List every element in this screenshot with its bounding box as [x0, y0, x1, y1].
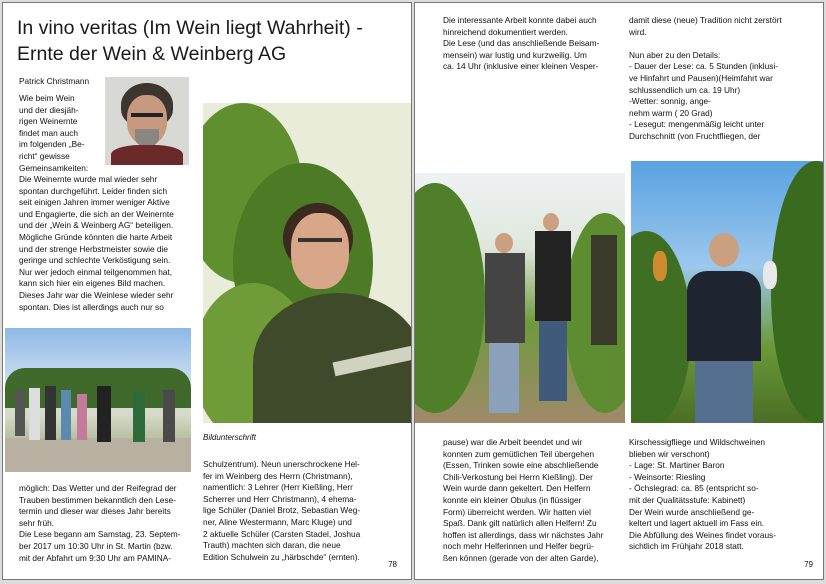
vineyard-photo-helper — [203, 103, 412, 423]
page-number-left: 78 — [388, 560, 397, 569]
photo-caption: Bildunterschrift — [203, 433, 256, 442]
article-title: In vino veritas (Im Wein liegt Wahrheit) - Ernte der Wein & Weinberg AG — [17, 17, 363, 65]
body-text-5: pause) war die Arbeit beendet und wir konnten zum gemütlichen Teil übergehen (Essen, Trinken sowie eine abschließende Chili-Verkostung bei Herrn Kießling). Der Wein wurde dann gekeltert. Den Helfern konnte ein kleiner Obulus (in flüssiger Form) überreicht werden. Wir hatten viel Spaß. Dank gilt natürlich allen Helfern! Zu hoffen ist allerdings, dass wir nächstes Jahr noch mehr Helferinnen und Helfer begrü- ßen können (gerade von der alten Garde), — [443, 437, 604, 563]
grape-holding-photo — [631, 161, 824, 423]
page-number-right: 79 — [804, 560, 813, 569]
intro-text: Wie beim Wein und der diesjäh- rigen Weinernte findet man auch im folgenden „Be- richt“ gewisse Gemeinsamkeiten: — [19, 93, 89, 173]
details-text: damit diese (neue) Tradition nicht zerstört wird. Nun aber zu den Details: - Dauer der Lese: ca. 5 Stunden (inklusi- ve Hinfahrt und Pausen)(Heimfahrt war schlussendlich um ca. 19 Uhr) -Wetter: sonnig, ange- nehm warm ( 20 Grad) - Lesegut: mengenmäßig leicht unter Durchschnitt (von Fruchtfliegen, der — [629, 15, 782, 141]
body-text-3: Schulzentrum). Neun unerschrockene Hel- fer im Weinberg des Herrn (Christmann), namentlich: 3 Lehrer (Herr Kießling, Herr Scherrer und Herr Christmann), 4 ehema- lige Schüler (Daniel Brotz, Sebastian Weg- ner, Aline Westermann, Marc Kluge) und 2 aktuelle Schüler (Carsten Stadel, Joshua Trauth) machten sich daran, die neue Edition Schulwein zu „härbschde“ (ernten). — [203, 459, 361, 562]
details-text-2: Kirschessigfliege und Wildschweinen blieben wir verschont) - Lage: St. Martiner Baron - Weinsorte: Riesling - Öchslegrad: ca. 85 (entspricht so- mit der Qualitätsstufe: Kabinett) Der Wein wurde anschließend ge- keltert und lagert aktuell im Fass ein. Die Abfüllung des Weines findet voraus- sichtlich im Frühjahr 2018 statt. — [629, 437, 776, 552]
body-text-1: Die Weinernte wurde mal wieder sehr spontan durchgeführt. Leider finden sich seit einigen Jahren immer weniger Aktive und Engagierte, die sich an der Weinernte und der „Wein & Weinberg AG“ beteiligen. Mögliche Gründe könnten die harte Arbeit und der strenge Herbstmeister sowie die geringe und schlechte Verköstigung sein. Nur wer jedoch einmal teilgenommen hat, kann sich hier ein eigenes Bild machen. Dieses Jahr war die Weinlese wieder sehr spontan. Dies ist allerdings auch nur so — [19, 174, 174, 312]
left-page — [2, 2, 412, 580]
harvest-helpers-photo — [415, 173, 625, 423]
author-portrait-photo — [105, 77, 189, 165]
body-text-2: möglich: Das Wetter und der Reifegrad der Trauben bestimmen bekanntlich den Lese- termin und dieser war dieses Jahr bereits sehr früh. Die Lese begann am Samstag, 23. Septem- ber 2017 um 10:30 Uhr in St. Martin (bzw. mit der Abfahrt um 9:30 Uhr am PAMINA- — [19, 483, 181, 563]
right-page — [414, 2, 824, 580]
group-photo — [5, 328, 191, 472]
body-text-4: Die interessante Arbeit konnte dabei auch hinreichend dokumentiert werden. Die Lese (und das anschließende Beisam- mensein) war lustig und kurzweilig. Um ca. 14 Uhr (inklusive einer kleinen Vesper- — [443, 15, 600, 72]
author-name: Patrick Christmann — [19, 76, 90, 86]
